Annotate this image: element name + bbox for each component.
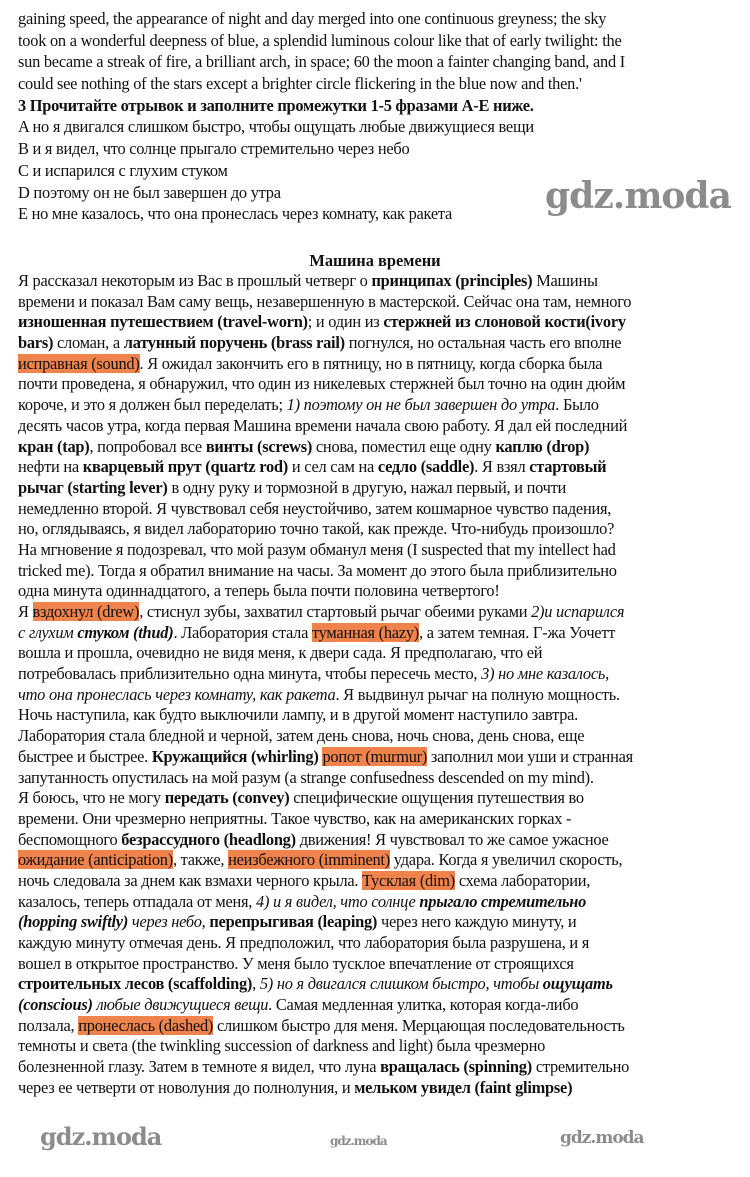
bold-term: рычаг (starting lever): [18, 477, 168, 497]
text-segment: A но я двигался слишком быстро, чтобы ощущать любые движущиеся вещи: [18, 117, 534, 137]
italic-answer: 2)и испарился: [531, 602, 625, 621]
text-segment: C и испарился с глухим стуком: [18, 160, 228, 180]
text-segment: каждую минуту отмечая день. Я предположил, что лаборатория была разрушена, и я: [18, 933, 590, 952]
text-segment: took on a wonderful deepness of blue, a splendid luminous colour like that of early twilight: the: [18, 30, 622, 50]
text-segment: . Я взял: [474, 457, 530, 477]
text-segment: , а затем темная. Г-жа Уочетт: [419, 622, 616, 642]
bold-term: каплю (drop): [495, 436, 590, 456]
bold-term: стартовый: [529, 457, 607, 477]
text-line: [18, 912, 738, 933]
text-segment: , попробовал все: [89, 436, 206, 456]
bold-term: Кружащийся (whirling): [151, 746, 319, 766]
text-line: [18, 602, 738, 623]
text-segment: tricked me). Тогда я обратил внимание на часы. За момент до этого была приблизительно: [18, 560, 617, 580]
story-title: Машина времени: [309, 251, 441, 270]
text-segment: через него каждую минуту, и: [377, 912, 577, 932]
text-segment: Лаборатория стала бледной и черной, затем день снова, ночь снова, день снова, еще: [18, 726, 585, 746]
text-line: [18, 312, 738, 333]
text-segment: казалось, теперь отпадала от меня,: [18, 891, 257, 911]
text-line: [18, 1036, 738, 1057]
text-line: [18, 892, 738, 913]
bold-term: 3 Прочитайте отрывок и заполните промежутки 1-5 фразами A-E ниже.: [18, 95, 534, 115]
text-segment: ,: [201, 912, 210, 932]
text-segment: беспомощного: [18, 829, 122, 849]
text-segment: Я рассказал некоторым из Вас в прошлый четверг о: [18, 271, 372, 290]
text-line: [18, 95, 738, 117]
text-segment: Машины: [532, 271, 598, 290]
text-segment: нефти на: [18, 457, 83, 477]
text-line: [18, 416, 738, 437]
italic-answer: (hopping swiftly): [18, 912, 129, 932]
text-line: [18, 581, 738, 602]
bold-term: bars): [18, 333, 54, 353]
italic-answer: что она пронеслась через комнату, как ракета: [18, 684, 336, 704]
text-segment: короче, и это я должен был переделать;: [18, 395, 287, 415]
text-line: [18, 499, 738, 520]
text-line: [18, 540, 738, 561]
text-segment: темноты и света (the twinkling succession of darkness and light) была чрезмерно: [18, 1036, 546, 1056]
text-segment: через ее четверти от новолуния до полнолуния, и: [18, 1077, 355, 1097]
text-segment: снова, поместил еще одну: [312, 436, 496, 456]
text-segment: . Было: [555, 395, 599, 415]
italic-answer: 3) но мне казалось,: [481, 664, 609, 684]
italic-answer: через небо: [128, 912, 202, 932]
italic-answer: ощущать: [542, 974, 613, 994]
text-line: [18, 333, 738, 354]
text-line: [18, 623, 738, 644]
highlighted-term: неизбежного (imminent): [228, 850, 390, 870]
highlighted-term: туманная (hazy): [311, 622, 420, 642]
text-line: [18, 974, 738, 995]
bold-term: принципах (principles): [371, 271, 533, 290]
text-line: [18, 788, 738, 809]
text-line: [18, 664, 738, 685]
text-line: [18, 30, 738, 52]
text-line: [18, 850, 738, 871]
text-line: [18, 519, 738, 540]
bold-term: кран (tap): [18, 436, 90, 456]
text-segment: . Самая медленная улитка, которая когда-либо: [268, 995, 579, 1015]
text-segment: специфические ощущения путешествия во: [289, 788, 584, 808]
text-segment: , также,: [172, 850, 229, 870]
text-segment: D поэтому он не был завершен до утра: [18, 182, 281, 202]
text-segment: погнулся, но остальная часть его вполне: [344, 333, 622, 353]
text-segment: ,: [252, 974, 260, 994]
text-segment: но, оглядываясь, я видел лабораторию точно такой, как прежде. Что-нибудь произошло?: [18, 519, 615, 539]
highlighted-term: вздохнул (drew): [32, 602, 140, 621]
italic-answer: 1) поэтому он не был завершен до утра: [286, 395, 556, 415]
watermark-logo: gdz.moda: [545, 175, 731, 217]
highlighted-term: пронеслась (dashed): [78, 1015, 214, 1035]
text-line: [18, 73, 738, 95]
text-segment: времени. Они чрезмерно неприятны. Такое чувство, как на американских горках -: [18, 808, 572, 828]
text-segment: ползала,: [18, 1015, 79, 1035]
bold-term: стержней из слоновой кости(ivory: [383, 312, 626, 332]
text-segment: в одну руку и тормозной в другую, нажал первый, и почти: [167, 477, 567, 497]
text-line: [18, 457, 738, 478]
text-segment: и сел сам на: [288, 457, 378, 477]
bold-term: перепрыгивая (leaping): [209, 912, 378, 932]
text-segment: движения! Я чувствовал то же самое ужасное: [295, 829, 609, 849]
text-line: [18, 747, 738, 768]
text-line: [18, 395, 738, 416]
text-segment: сломан, а: [53, 333, 124, 353]
text-line: [18, 374, 738, 395]
highlighted-term: исправная (sound): [18, 353, 140, 373]
bold-term: передать (convey): [164, 788, 290, 808]
text-line: [18, 1016, 738, 1037]
text-segment: вошел в открытое пространство. У меня было тусклое впечатление от строящихся: [18, 953, 574, 973]
text-segment: стремительно: [531, 1057, 630, 1077]
text-segment: почти проведена, я обнаружил, что один из никелевых стержней был точно на один дюйм: [18, 374, 626, 394]
text-segment: Ночь наступила, как будто выключили лампу, и в другой момент наступило завтра.: [18, 705, 579, 725]
text-line: [18, 871, 738, 892]
bold-term: вращалась (spinning): [380, 1057, 532, 1077]
text-segment: запутанность опустилась на мой разум (a strange confusedness descended on my mind).: [18, 767, 594, 787]
text-segment: слишком быстро для меня. Мерцающая последовательность: [213, 1015, 625, 1035]
text-segment: удара. Когда я увеличил скорость,: [389, 850, 623, 870]
text-segment: could see nothing of the stars except a brighter circle flickering in the blue now and then.': [18, 74, 582, 94]
text-line: [18, 138, 738, 160]
highlighted-term: Тусклая (dim): [362, 870, 455, 890]
watermark-logo: gdz.moda: [330, 1134, 387, 1148]
bold-term: мельком увидел (faint glimpse): [354, 1077, 573, 1097]
text-line: [18, 437, 738, 458]
italic-answer: 5) но я двигался слишком быстро, чтобы: [259, 974, 543, 994]
text-segment: Я боюсь, что не могу: [18, 788, 165, 808]
text-segment: . Я выдвинул рычаг на полную мощность.: [335, 684, 620, 704]
story-text: [18, 271, 738, 1099]
bold-term: кварцевый прут (quartz rod): [82, 457, 288, 477]
text-segment: ; и один из: [307, 312, 384, 332]
text-line: [18, 768, 738, 789]
text-line: [18, 830, 738, 851]
text-segment: gaining speed, the appearance of night and day merged into one continuous greyness; the sky: [18, 9, 607, 28]
italic-answer: любые движущиеся вещи: [92, 995, 269, 1015]
text-segment: одна минута одиннадцатого, а теперь была почти половина четвертого!: [18, 581, 500, 601]
text-line: [18, 995, 738, 1016]
italic-answer: (conscious): [18, 995, 93, 1015]
text-segment: заполнил мои уши и странная: [427, 746, 633, 766]
bold-term: строительных лесов (scaffolding): [18, 974, 253, 994]
watermark-logo: gdz.moda: [560, 1128, 644, 1148]
text-segment: B и я видел, что солнце прыгало стремительно через небо: [18, 139, 410, 159]
text-line: [18, 354, 738, 375]
watermark-logo: gdz.moda: [40, 1122, 162, 1151]
text-segment: ночь следовала за днем как взмахи черного крыла.: [18, 870, 363, 890]
text-line: [18, 954, 738, 975]
bold-term: винты (screws): [205, 436, 313, 456]
text-segment: немедленно второй. Я чувствовал себя неустойчиво, затем кошмарное чувство падения,: [18, 498, 612, 518]
text-segment: . Я ожидал закончить его в пятницу, но в пятницу, когда сборка была: [139, 353, 603, 373]
text-segment: sun became a streak of fire, a brilliant arch, in space; 60 the moon a fainter changing band, and I: [18, 52, 625, 72]
bold-term: седло (saddle): [377, 457, 475, 477]
italic-answer: стуком (thud): [77, 622, 174, 642]
text-line: [18, 705, 738, 726]
text-line: [18, 643, 738, 664]
text-segment: быстрее и быстрее.: [18, 746, 152, 766]
text-line: [18, 933, 738, 954]
highlighted-term: ропот (murmur): [322, 746, 428, 766]
text-segment: схема лаборатории,: [454, 870, 591, 890]
text-segment: вошла и прошла, очевидно не видя меня, к двери сада. Я предполагаю, что ей: [18, 643, 543, 663]
text-line: [18, 271, 738, 292]
text-segment: E но мне казалось, что она пронеслась через комнату, как ракета: [18, 204, 453, 224]
highlighted-term: ожидание (anticipation): [18, 850, 173, 870]
bold-term: безрассудного (headlong): [121, 829, 296, 849]
text-segment: , стиснул зубы, захватил стартовый рычаг обеими руками: [139, 602, 532, 621]
text-line: [18, 478, 738, 499]
text-segment: Я: [18, 602, 33, 621]
italic-answer: 4) и я видел, что солнце: [256, 891, 420, 911]
text-segment: десять часов утра, когда первая Машина времени начала свою работу. Я дал ей последний: [18, 415, 628, 435]
text-line: [18, 685, 738, 706]
text-line: [18, 51, 738, 73]
text-line: [18, 809, 738, 830]
text-segment: На мгновение я подозревал, что мой разум обманул меня (I suspected that my intellect had: [18, 539, 616, 559]
text-line: [18, 292, 738, 313]
text-line: [18, 726, 738, 747]
text-segment: времени и показал Вам саму вещь, незавершенную в мастерской. Сейчас она там, немного: [18, 291, 632, 311]
text-segment: болезненной глазу. Затем в темноте я видел, что луна: [18, 1057, 381, 1077]
italic-answer: с глухим: [18, 622, 78, 642]
text-segment: . Лаборатория стала: [173, 622, 312, 642]
text-line: [18, 8, 738, 30]
bold-term: латунный поручень (brass rail): [123, 333, 345, 353]
text-line: [18, 116, 738, 138]
text-line: [18, 1078, 738, 1099]
italic-answer: прыгало стремительно: [419, 891, 587, 911]
bold-term: изношенная путешествием (travel-worn): [18, 312, 308, 332]
text-segment: потребовалась приблизительно одна минута, чтобы пересечь место,: [18, 664, 482, 684]
text-line: [18, 561, 738, 582]
text-line: [18, 1057, 738, 1078]
